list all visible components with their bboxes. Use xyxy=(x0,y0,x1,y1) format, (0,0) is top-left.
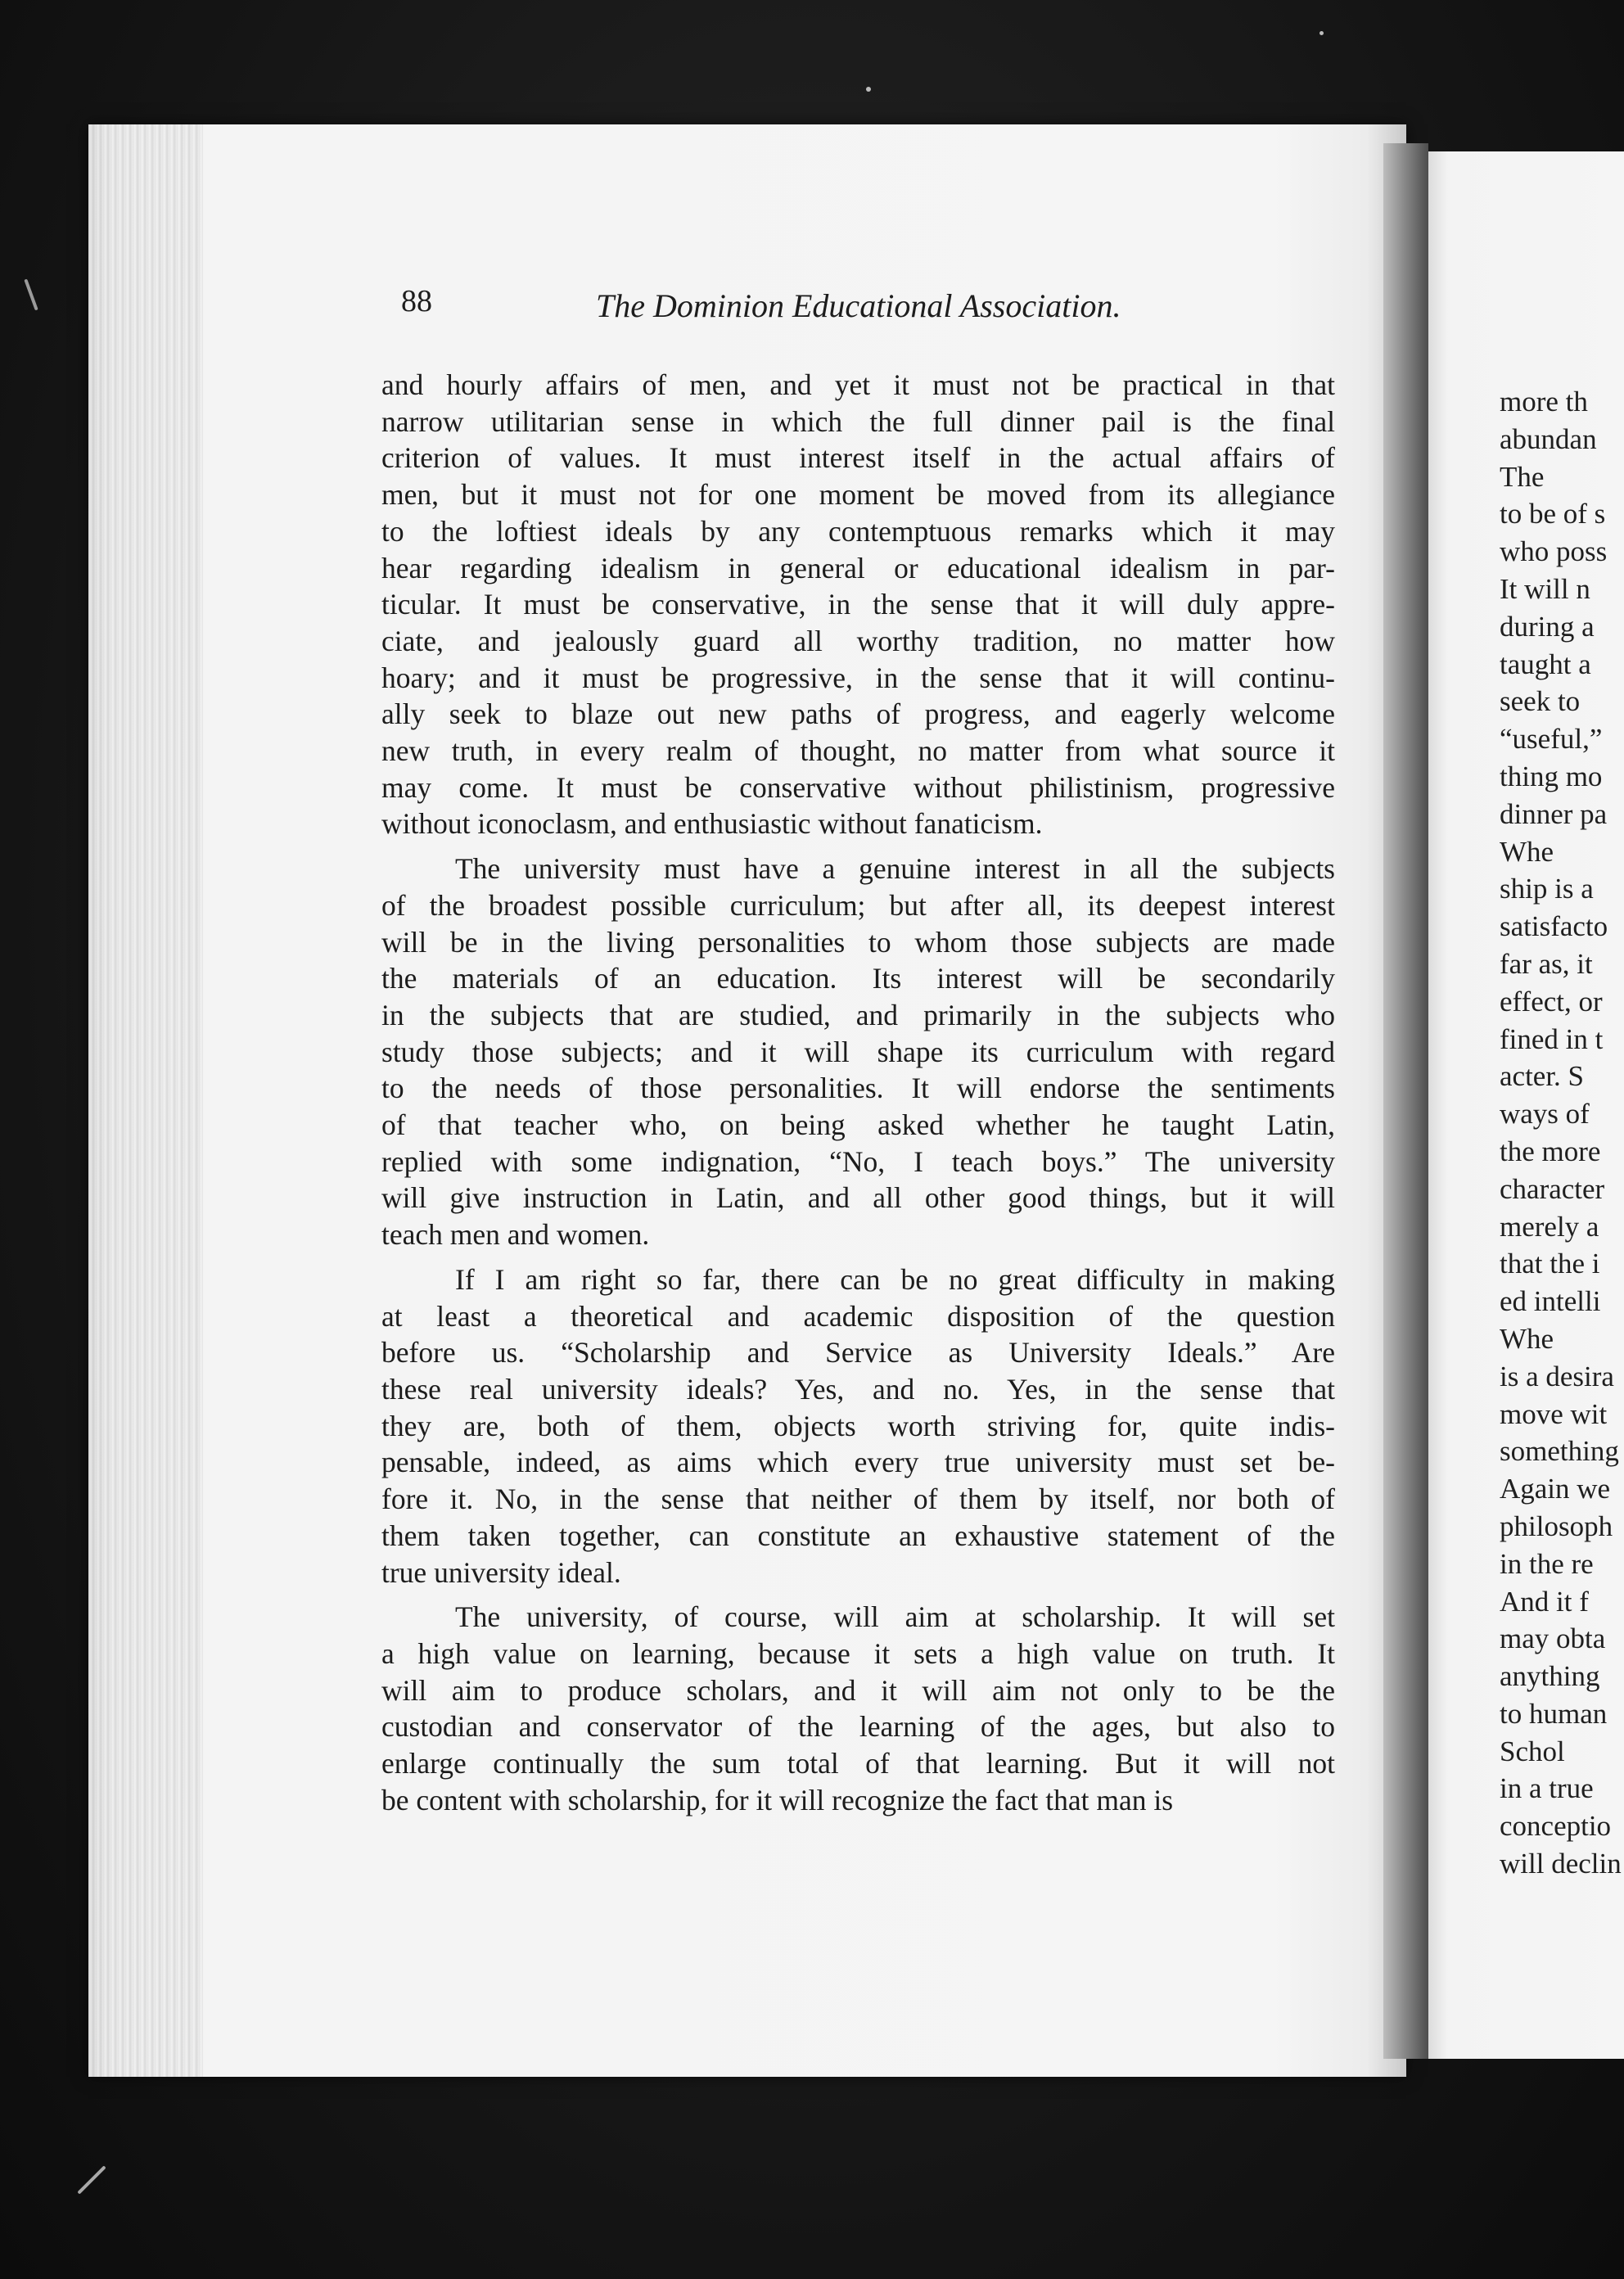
text-line: teach men and women. xyxy=(381,1218,650,1252)
text-line: the materials of an education. Its interest will be secondarily xyxy=(381,962,1335,995)
fragment-line: seek to xyxy=(1500,685,1581,718)
text-line: these real university ideals? Yes, and no. Yes, in the sense that xyxy=(381,1372,1335,1406)
fragment-line: The xyxy=(1500,460,1545,493)
paragraph xyxy=(381,851,1335,1253)
text-line: will be in the living personalities to whom those subjects are made xyxy=(381,925,1335,959)
fragment-line: the more xyxy=(1500,1135,1601,1167)
paragraph-gap xyxy=(381,842,1335,851)
text-line: true university ideal. xyxy=(381,1555,621,1589)
text-line: The university, of course, will aim at scholarship. It will set xyxy=(455,1600,1335,1634)
text-line: hear regarding idealism in general or educational idealism in par- xyxy=(381,551,1335,584)
text-line: hoary; and it must be progressive, in the sense that it will continu- xyxy=(381,661,1335,694)
fragment-line: fined in t xyxy=(1500,1022,1604,1055)
fragment-line: to be of s xyxy=(1500,498,1606,530)
text-line: to the needs of those personalities. It will endorse the sentiments xyxy=(381,1072,1335,1105)
text-line: custodian and conservator of the learning of the ages, but also to xyxy=(381,1710,1335,1744)
fragment-line: thing mo xyxy=(1500,760,1603,792)
fragment-line: effect, or xyxy=(1500,985,1603,1018)
text-line: before us. “Scholarship and Service as University Ideals.” Are xyxy=(381,1336,1335,1370)
fragment-line: character xyxy=(1500,1172,1605,1205)
text-line: If I am right so far, there can be no great difficulty in making xyxy=(455,1262,1335,1296)
fragment-line: Whe xyxy=(1500,1322,1554,1355)
fragment-line: It will n xyxy=(1500,572,1590,605)
text-line: in the subjects that are studied, and primarily in the subjects who xyxy=(381,998,1335,1031)
paragraph xyxy=(381,367,1335,842)
text-line: criterion of values. It must interest itself in the actual affairs of xyxy=(381,441,1335,475)
fragment-line: something xyxy=(1500,1435,1619,1468)
fragment-line: will declin xyxy=(1500,1848,1622,1880)
fragment-line: anything xyxy=(1500,1660,1600,1693)
text-line: without iconoclasm, and enthusiastic without fanaticism. xyxy=(381,807,1043,841)
dust-speck xyxy=(1320,31,1324,35)
fragment-line: in a true xyxy=(1500,1772,1594,1805)
text-line: men, but it must not for one moment be moved from its allegiance xyxy=(381,478,1335,512)
fragment-line: that the i xyxy=(1500,1248,1600,1280)
paragraph-gap xyxy=(381,1591,1335,1599)
fragment-line: during a xyxy=(1500,610,1595,643)
fragment-line: Schol xyxy=(1500,1735,1565,1767)
fragment-line: merely a xyxy=(1500,1210,1599,1243)
text-line: ticular. It must be conservative, in the sense that it will duly appre- xyxy=(381,588,1335,621)
fragment-line: more th xyxy=(1500,386,1588,417)
fragment-line: conceptio xyxy=(1500,1810,1612,1843)
text-line: ally seek to blaze out new paths of progress, and eagerly welcome xyxy=(381,697,1335,731)
fragment-line: may obta xyxy=(1500,1622,1606,1655)
text-line: The university must have a genuine interest in all the subjects xyxy=(455,852,1335,886)
paragraph xyxy=(381,1599,1335,1818)
paragraph-gap xyxy=(381,1253,1335,1261)
text-line: and hourly affairs of men, and yet it must not be practical in that xyxy=(381,368,1335,401)
paragraph xyxy=(381,1261,1335,1591)
text-line: will aim to produce scholars, and it will aim not only to be the xyxy=(381,1673,1335,1707)
right-page-text-fragment xyxy=(1500,383,1624,1883)
text-line: of the broadest possible curriculum; but after all, its deepest interest xyxy=(381,888,1335,922)
fragment-line: who poss xyxy=(1500,535,1608,568)
fragment-line: And it f xyxy=(1500,1585,1589,1618)
text-line: will give instruction in Latin, and all other good things, but it will xyxy=(381,1181,1335,1215)
fragment-line: “useful,” xyxy=(1500,723,1603,756)
text-line: new truth, in every realm of thought, no matter from what source it xyxy=(381,734,1335,768)
text-line: at least a theoretical and academic disposition of the question xyxy=(381,1299,1335,1333)
text-line: to the loftiest ideals by any contemptuous remarks which it may xyxy=(381,514,1335,548)
fragment-line: far as, it xyxy=(1500,947,1593,980)
page-number: 88 xyxy=(401,284,432,318)
text-line: may come. It must be conservative without philistinism, progressive xyxy=(381,770,1335,804)
dust-speck xyxy=(866,87,871,92)
fragment-line: to human xyxy=(1500,1697,1608,1730)
body-text xyxy=(381,367,1335,1818)
fragment-line: philosoph xyxy=(1500,1510,1613,1542)
text-line: narrow utilitarian sense in which the full dinner pail is the final xyxy=(381,404,1335,438)
fragment-line: abundan xyxy=(1500,422,1597,455)
fragment-line: move wit xyxy=(1500,1397,1608,1430)
fragment-line: is a desira xyxy=(1500,1360,1614,1392)
fragment-line: ship is a xyxy=(1500,873,1594,905)
text-line: study those subjects; and it will shape its curriculum with regard xyxy=(381,1035,1335,1068)
fragment-line: satisfacto xyxy=(1500,910,1608,943)
running-head: The Dominion Educational Association. xyxy=(596,287,1121,324)
text-line: them taken together, can constitute an exhaustive statement of the xyxy=(381,1519,1335,1552)
text-line: pensable, indeed, as aims which every true university must set be- xyxy=(381,1446,1335,1479)
fragment-line: ed intelli xyxy=(1500,1285,1601,1318)
text-line: fore it. No, in the sense that neither of them by itself, nor both of xyxy=(381,1482,1335,1516)
text-line: a high value on learning, because it sets a high value on truth. It xyxy=(381,1636,1335,1670)
fragment-line: taught a xyxy=(1500,648,1591,680)
text-line: enlarge continually the sum total of that learning. But it will not xyxy=(381,1747,1335,1780)
text-line: ciate, and jealously guard all worthy tradition, no matter how xyxy=(381,624,1335,657)
fragment-line: dinner pa xyxy=(1500,797,1608,830)
fragment-line: Again we xyxy=(1500,1473,1611,1505)
text-line: be content with scholarship, for it will recognize the fact that man is xyxy=(381,1783,1174,1816)
fragment-line: ways of xyxy=(1500,1098,1590,1130)
text-line: replied with some indignation, “No, I teach boys.” The university xyxy=(381,1144,1335,1178)
fragment-line: Whe xyxy=(1500,835,1554,868)
fragment-line: in the re xyxy=(1500,1547,1594,1580)
book-gutter xyxy=(1383,143,1428,2059)
fragment-line: acter. S xyxy=(1500,1060,1585,1093)
page-edges xyxy=(88,124,203,2077)
text-line: of that teacher who, on being asked whether he taught Latin, xyxy=(381,1108,1335,1142)
text-line: they are, both of them, objects worth striving for, quite indis- xyxy=(381,1409,1335,1442)
